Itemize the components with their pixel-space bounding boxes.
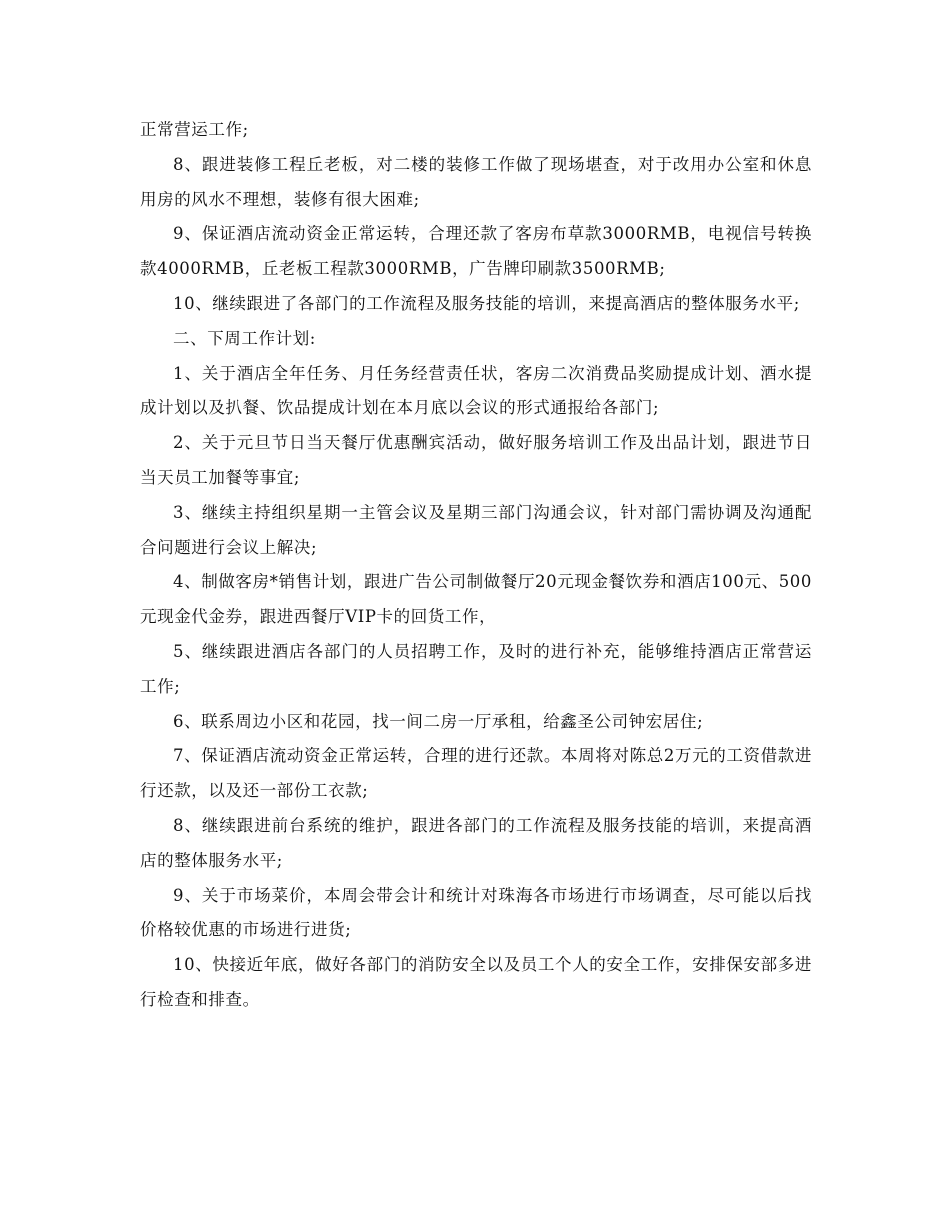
plan-item-2: 2、关于元旦节日当天餐厅优惠酬宾活动，做好服务培训工作及出品计划，跟进节日当天员工加餐等事宜;: [140, 433, 812, 487]
paragraph-item-10-training: 10、继续跟进了各部门的工作流程及服务技能的培训，来提高酒店的整体服务水平;: [173, 293, 800, 313]
plan-item-10: 10、快接近年底，做好各部门的消防安全以及员工个人的安全工作，安排保安部多进行检查和排查。: [140, 955, 812, 1009]
plan-item-7: 7、保证酒店流动资金正常运转，合理的进行还款。本周将对陈总2万元的工资借款进行还款，以及还一部份工衣款;: [140, 746, 812, 801]
plan-item-4: 4、制做客房*销售计划，跟进广告公司制做餐厅20元现金餐饮券和酒店100元、500元现金代金券，跟进西餐厅VIP卡的回货工作，: [140, 572, 812, 627]
plan-item-6: 6、联系周边小区和花园，找一间二房一厅承租，给鑫圣公司钟宏居住;: [173, 711, 704, 731]
paragraph-continuation: 正常营运工作;: [140, 120, 249, 139]
plan-item-5: 5、继续跟进酒店各部门的人员招聘工作，及时的进行补充，能够维持酒店正常营运工作;: [140, 641, 812, 696]
plan-item-9: 9、关于市场菜价，本周会带会计和统计对珠海各市场进行市场调查，尽可能以后找价格较优惠的市场进行进货;: [140, 885, 812, 940]
plan-item-3: 3、继续主持组织星期一主管会议及星期三部门沟通会议，针对部门需协调及沟通配合问题进行会议上解决;: [140, 502, 812, 557]
plan-item-8: 8、继续跟进前台系统的维护，跟进各部门的工作流程及服务技能的培训，来提高酒店的整体服务水平;: [140, 815, 812, 870]
section-heading-next-week-plan: 二、下周工作计划:: [173, 328, 316, 348]
plan-item-1: 1、关于酒店全年任务、月任务经营责任状，客房二次消费品奖励提成计划、酒水提成计划以及扒餐、饮品提成计划在本月底以会议的形式通报给各部门;: [140, 363, 812, 418]
paragraph-item-8-renovation: 8、跟进装修工程丘老板，对二楼的装修工作做了现场堪查，对于改用办公室和休息用房的风水不理想，装修有很大困难;: [140, 154, 812, 209]
paragraph-item-9-funds: 9、保证酒店流动资金正常运转，合理还款了客房布草款3000RMB，电视信号转换款4000RMB，丘老板工程款3000RMB，广告牌印刷款3500RMB;: [140, 224, 812, 279]
document-body: [140, 113, 812, 1018]
